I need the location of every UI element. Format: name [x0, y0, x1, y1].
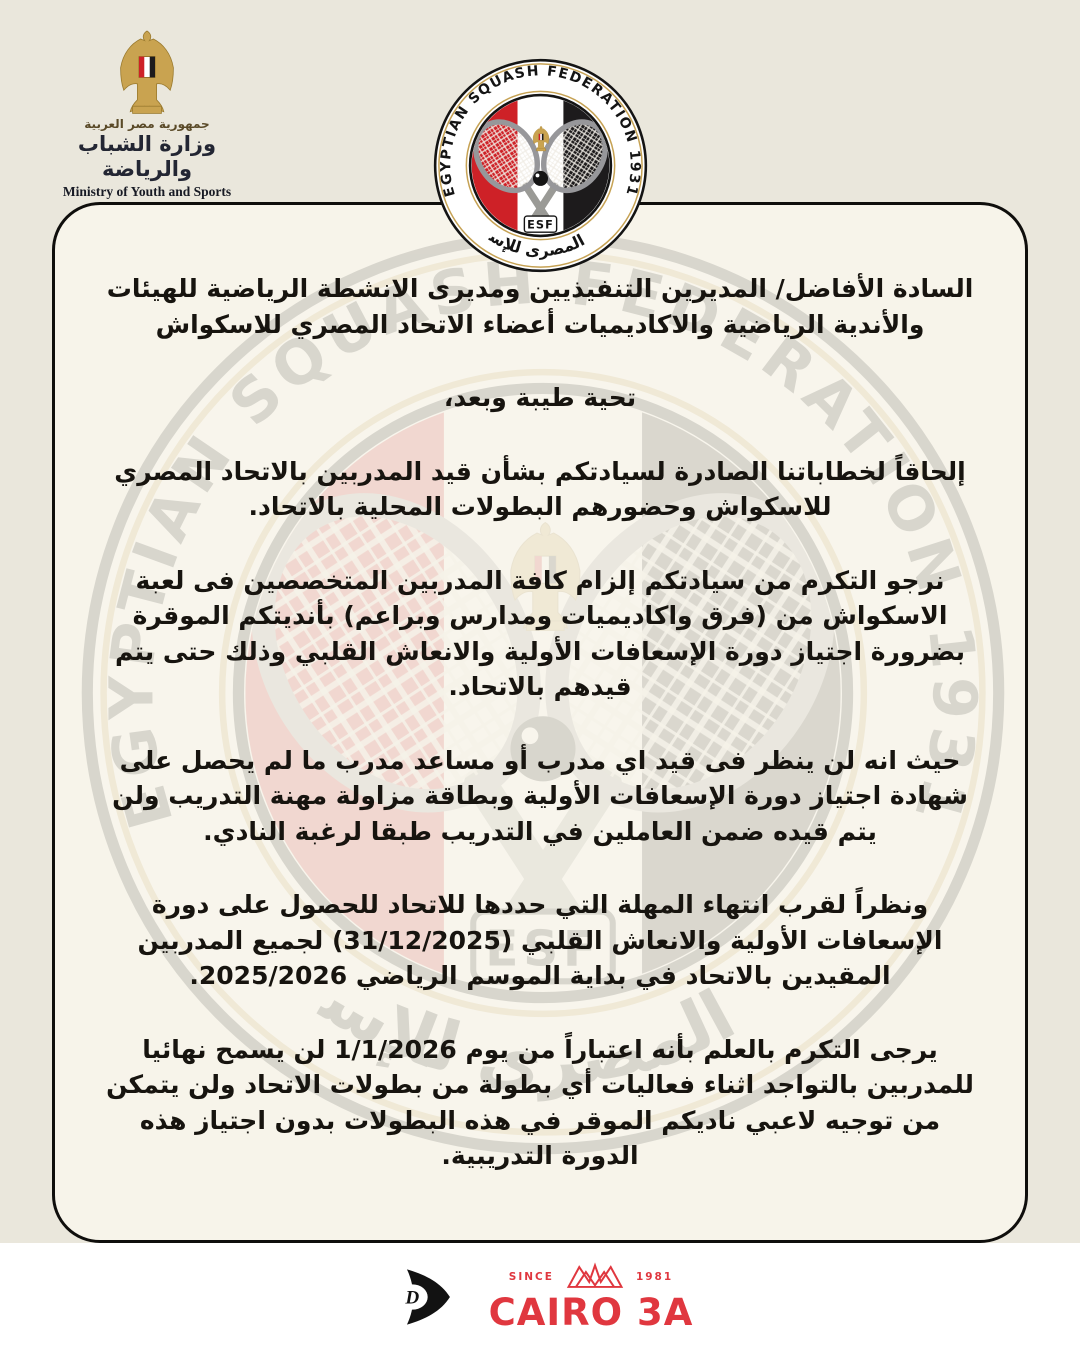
dunlop-arrow-icon [387, 1267, 453, 1327]
letter-paragraph: حيث انه لن ينظر فى قيد اي مدرب أو مساعد مدرب ما لم يحصل على شهادة اجتياز دورة الإسعافات الأولية وبطاقة مزاولة مهنة التدريب ولن يتم قيده ضمن العاملين في التدريب طبقا لرغبة النادي. [112, 745, 968, 846]
letter-paragraph: يرجى التكرم بالعلم بأنه اعتباراً من يوم 1/1/2026 لن يسمح نهائيا للمدربين بالتواجد اثناء فعاليات أي بطولة من بطولات الاتحاد ولن يتمكن من توجيه لاعبي ناديكم الموقر في هذه البطولات بدون اجتياز هذه الدورة التدريبية. [106, 1034, 974, 1170]
ministry-eagle-icon [99, 26, 195, 116]
letter-greeting: تحية طيبة وبعد، [443, 383, 637, 412]
letter-paragraph: ونظراً لقرب انتهاء المهلة التي حددها للاتحاد للحصول على دورة الإسعافات الأولية والانعاش القلبي (31/12/2025) لجميع المدربين المقيدين بالاتحاد في بداية الموسم الرياضي 2025/2026. [137, 890, 943, 990]
cairo3a-logo [488, 1262, 694, 1334]
ministry-name-arabic: وزارة الشباب والرياضة [77, 131, 217, 181]
ministry-logo [36, 26, 258, 200]
esf-federation-logo [433, 58, 648, 273]
letter-body [55, 205, 1025, 1174]
dunlop-logo [387, 1267, 453, 1327]
cairo3a-wordmark: CAIRO 3A [488, 1291, 694, 1334]
ministry-country-line: جمهورية مصر العربية [84, 117, 210, 131]
sponsor-footer [0, 1243, 1080, 1350]
letter-paragraph: نرجو التكرم من سيادتكم إلزام كافة المدربين المتخصصين فى لعبة الاسكواش من (فرق واكاديميات ومدارس وبراعم) بأنديتكم الموقرة بضرورة اجتياز دورة الإسعافات الأولية والانعاش القلبي وذلك حتى يتم قيدهم بالاتحاد. [114, 565, 966, 701]
letter-card [52, 202, 1028, 1243]
dunlop-letter: D [405, 1287, 419, 1309]
letter-salutation: السادة الأفاضل/ المديرين التنفيذيين ومديرى الانشطة الرياضية للهيئات والأندية الرياضية والاكاديميات أعضاء الاتحاد المصري للاسكواش [106, 274, 974, 339]
esf-badge-icon [433, 58, 648, 273]
cairo3a-since-label: SINCE [508, 1271, 554, 1283]
cairo3a-crown-row [509, 1262, 673, 1292]
letter-paragraph: إلحاقاً لخطاباتنا الصادرة لسيادتكم بشأن قيد المدربين بالاتحاد المصري للاسكواش وحضورهم البطولات المحلية بالاتحاد. [114, 456, 966, 521]
ministry-name-english: Ministry of Youth and Sports [62, 184, 232, 200]
crown-icon [566, 1262, 624, 1292]
cairo3a-year: 1981 [635, 1271, 674, 1283]
